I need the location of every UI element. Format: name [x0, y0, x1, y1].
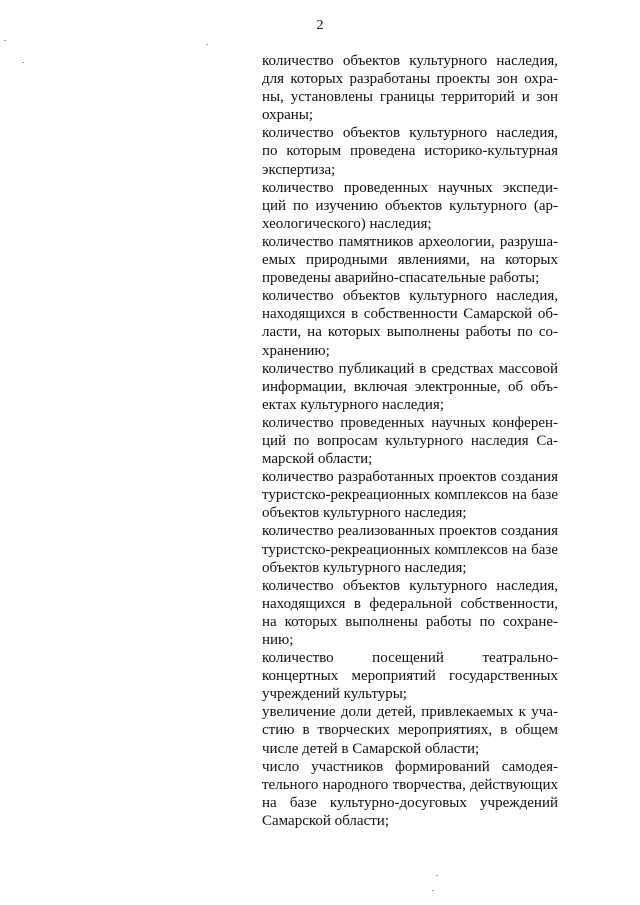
indicator-line: увеличение доли детей, привлекаемых к уча- [262, 704, 558, 721]
scan-speck [436, 875, 438, 876]
indicator-line: количество разработанных проектов создания [262, 469, 558, 486]
page-number: 2 [316, 18, 324, 33]
indicator-line: количество объектов культурного наследия, [262, 577, 558, 594]
indicator-line: количество объектов культурного наследия, [262, 53, 558, 69]
indicator-line: количество посещений театрально- [262, 650, 558, 667]
indicator-line: ектах культурного наследия; [262, 396, 444, 413]
indicator-item [262, 52, 558, 124]
indicator-item [262, 287, 558, 359]
scan-speck [4, 40, 6, 41]
indicator-line: проведены аварийно-спасательные работы; [262, 270, 540, 287]
indicator-line: количество объектов культурного наследия, [262, 288, 558, 305]
indicator-line: объектов культурного наследия; [262, 505, 467, 522]
indicator-line: ций по вопросам культурного наследия Са- [262, 432, 558, 449]
indicator-line: хранению; [262, 342, 330, 359]
indicator-line: туристско-рекреационных комплексов на базе [262, 487, 558, 504]
scan-speck [22, 62, 24, 63]
indicator-item [262, 233, 558, 287]
indicator-item [262, 124, 558, 178]
indicator-line: учреждений культуры; [262, 686, 407, 703]
indicator-line: на базе культурно-досуговых учреждений [262, 794, 558, 811]
indicator-line: находящихся в собственности Самарской об- [262, 306, 558, 323]
indicator-list [262, 52, 558, 830]
indicator-line: охраны; [262, 107, 314, 124]
indicator-line: объектов культурного наследия; [262, 559, 467, 576]
indicator-line: экспертиза; [262, 161, 336, 178]
indicator-line: количество публикаций в средствах массовой [262, 360, 558, 377]
indicator-line: число участников формирований самодея- [262, 758, 558, 775]
indicator-line: находящихся в федеральной собственности, [262, 595, 558, 612]
indicator-line: Самарской области; [262, 812, 389, 829]
indicator-item [262, 360, 558, 414]
indicator-line: для которых разработаны проекты зон охра- [262, 71, 558, 88]
indicator-line: по которым проведена историко-культурная [262, 143, 558, 160]
indicator-line: ны, установлены границы территорий и зон [262, 89, 558, 106]
indicator-item [262, 522, 558, 576]
indicator-item [262, 179, 558, 233]
indicator-line: тельного народного творчества, действующих [262, 776, 558, 793]
scan-speck [206, 44, 208, 45]
indicator-line: количество проведенных научных конферен- [262, 414, 558, 431]
indicator-item [262, 758, 558, 830]
scan-speck [432, 890, 434, 891]
indicator-line: стию в творческих мероприятиях, в общем [262, 722, 558, 739]
indicator-line: ласти, на которых выполнены работы по со- [262, 324, 558, 341]
indicator-item [262, 577, 558, 649]
indicator-item [262, 649, 558, 703]
indicator-line: нию; [262, 632, 294, 648]
indicator-line: количество памятников археологии, разруша- [262, 233, 558, 250]
indicator-line: концертных мероприятий государственных [262, 668, 558, 685]
indicator-line: количество реализованных проектов создания [262, 523, 558, 540]
indicator-line: на которых выполнены работы по сохране- [262, 613, 558, 630]
indicator-line: емых природными явлениями, на которых [262, 252, 558, 269]
indicator-item [262, 703, 558, 757]
indicator-line: ций по изучению объектов культурного (ар- [262, 197, 558, 214]
indicator-line: туристско-рекреационных комплексов на базе [262, 541, 558, 558]
indicator-item [262, 414, 558, 468]
indicator-line: числе детей в Самарской области; [262, 740, 480, 757]
indicator-line: марской области; [262, 451, 373, 468]
indicator-item [262, 468, 558, 522]
indicator-line: информации, включая электронные, об объ- [262, 378, 558, 395]
indicator-line: количество объектов культурного наследия, [262, 125, 558, 142]
indicator-line: количество проведенных научных экспеди- [262, 179, 558, 196]
indicator-line: хеологического) наследия; [262, 215, 432, 232]
